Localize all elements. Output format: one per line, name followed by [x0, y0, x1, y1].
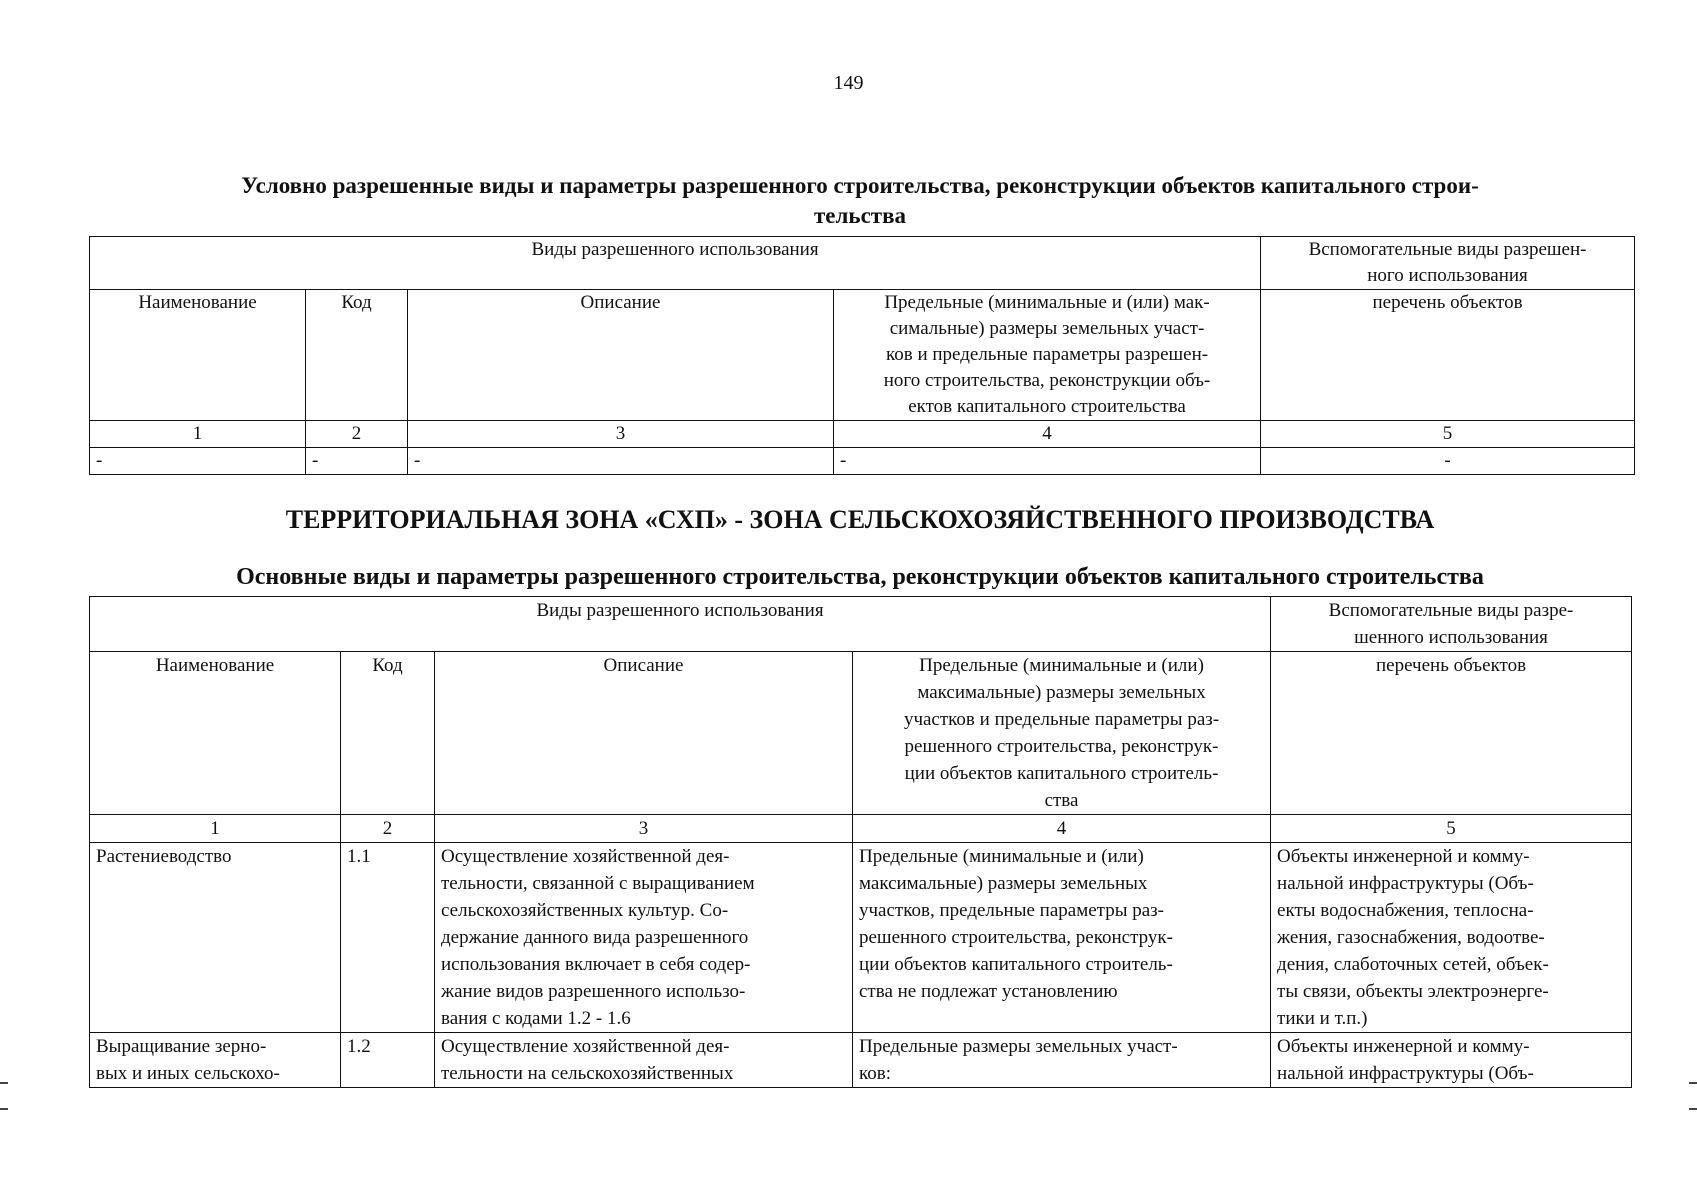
table-cell: - [1261, 448, 1635, 475]
table-row [90, 843, 1632, 1033]
table-cell: 1.2 [341, 1033, 435, 1088]
column-header-objects: перечень объектов [1271, 652, 1632, 815]
margin-mark [0, 1108, 8, 1110]
table-cell: Растениеводство [90, 843, 341, 1033]
table-cell: Объекты инженерной и комму- нальной инфраструктуры (Объ- [1271, 1033, 1632, 1088]
main-uses-title: Основные виды и параметры разрешенного строительства, реконструкции объектов капитального строительства [236, 564, 1484, 590]
table-cell: Предельные (минимальные и (или) максимальные) размеры земельных участков, предельные параметры раз- решенного строительства, реконструк- ции объектов капитального строитель- ства не подлежат установлению [853, 843, 1271, 1033]
group-header: Виды разрешенного использования [90, 597, 1271, 652]
column-number: 4 [834, 421, 1261, 448]
page-number: 149 [833, 72, 864, 94]
column-number: 1 [90, 815, 341, 843]
column-number: 3 [435, 815, 853, 843]
column-header-limits: Предельные (минимальные и (или) мак- симальные) размеры земельных участ- ков и предельные параметры разрешен- ного строительства, реконструкции объ- ектов капитального строительства [834, 290, 1261, 421]
table-cell: 1.1 [341, 843, 435, 1033]
table-cell: - [90, 448, 306, 475]
table-cell: Предельные размеры земельных участ- ков: [853, 1033, 1271, 1088]
table-cell: Осуществление хозяйственной дея- тельности, связанной с выращиванием сельскохозяйственных культур. Со- держание данного вида разрешенного использования включает в себя содер- жание видов разрешенного использо- вания с кодами 1.2 - 1.6 [435, 843, 853, 1033]
column-header-code: Код [306, 290, 408, 421]
margin-mark [1689, 1108, 1697, 1110]
column-number: 2 [341, 815, 435, 843]
zone-title: ТЕРРИТОРИАЛЬНАЯ ЗОНА «СХП» - ЗОНА СЕЛЬСКОХОЗЯЙСТВЕННОГО ПРОИЗВОДСТВА [285, 505, 1435, 534]
table-cell: Объекты инженерной и комму- нальной инфраструктуры (Объ- екты водоснабжения, теплосна- жения, газоснабжения, водоотве- дения, слаботочных сетей, объек- ты связи, объекты электроэнерге- тики и т.п.) [1271, 843, 1632, 1033]
table-header-row [90, 597, 1632, 652]
table-cell: - [834, 448, 1261, 475]
conditional-uses-title: Условно разрешенные виды и параметры разрешенного строительства, реконструкции объектов капитального строи- тельства [241, 173, 1479, 228]
aux-header: Вспомогательные виды разре- шенного использования [1271, 597, 1632, 652]
column-header-name: Наименование [90, 290, 306, 421]
column-header-limits: Предельные (минимальные и (или) максимальные) размеры земельных участков и предельные параметры раз- решенного строительства, реконструк- ции объектов капитального строитель- ства [853, 652, 1271, 815]
column-number: 1 [90, 421, 306, 448]
column-header-description: Описание [435, 652, 853, 815]
table-number-row [90, 815, 1632, 843]
group-header: Виды разрешенного использования [90, 237, 1261, 290]
column-number: 5 [1261, 421, 1635, 448]
aux-header: Вспомогательные виды разрешен- ного использования [1261, 237, 1635, 290]
table-column-header-row [90, 652, 1632, 815]
table-cell: - [408, 448, 834, 475]
margin-mark [0, 1082, 8, 1084]
table-column-header-row [90, 290, 1635, 421]
table-cell: Осуществление хозяйственной дея- тельности на сельскохозяйственных [435, 1033, 853, 1088]
column-number: 4 [853, 815, 1271, 843]
table-number-row [90, 421, 1635, 448]
column-header-code: Код [341, 652, 435, 815]
table-row [90, 448, 1635, 475]
column-header-objects: перечень объектов [1261, 290, 1635, 421]
table-cell: - [306, 448, 408, 475]
table-cell: Выращивание зерно- вых и иных сельскохо- [90, 1033, 341, 1088]
column-number: 3 [408, 421, 834, 448]
column-number: 5 [1271, 815, 1632, 843]
column-number: 2 [306, 421, 408, 448]
conditional-uses-table [89, 236, 1635, 475]
table-row [90, 1033, 1632, 1088]
column-header-description: Описание [408, 290, 834, 421]
main-uses-table [89, 596, 1632, 1088]
table-header-row [90, 237, 1635, 290]
margin-mark [1689, 1082, 1697, 1084]
column-header-name: Наименование [90, 652, 341, 815]
